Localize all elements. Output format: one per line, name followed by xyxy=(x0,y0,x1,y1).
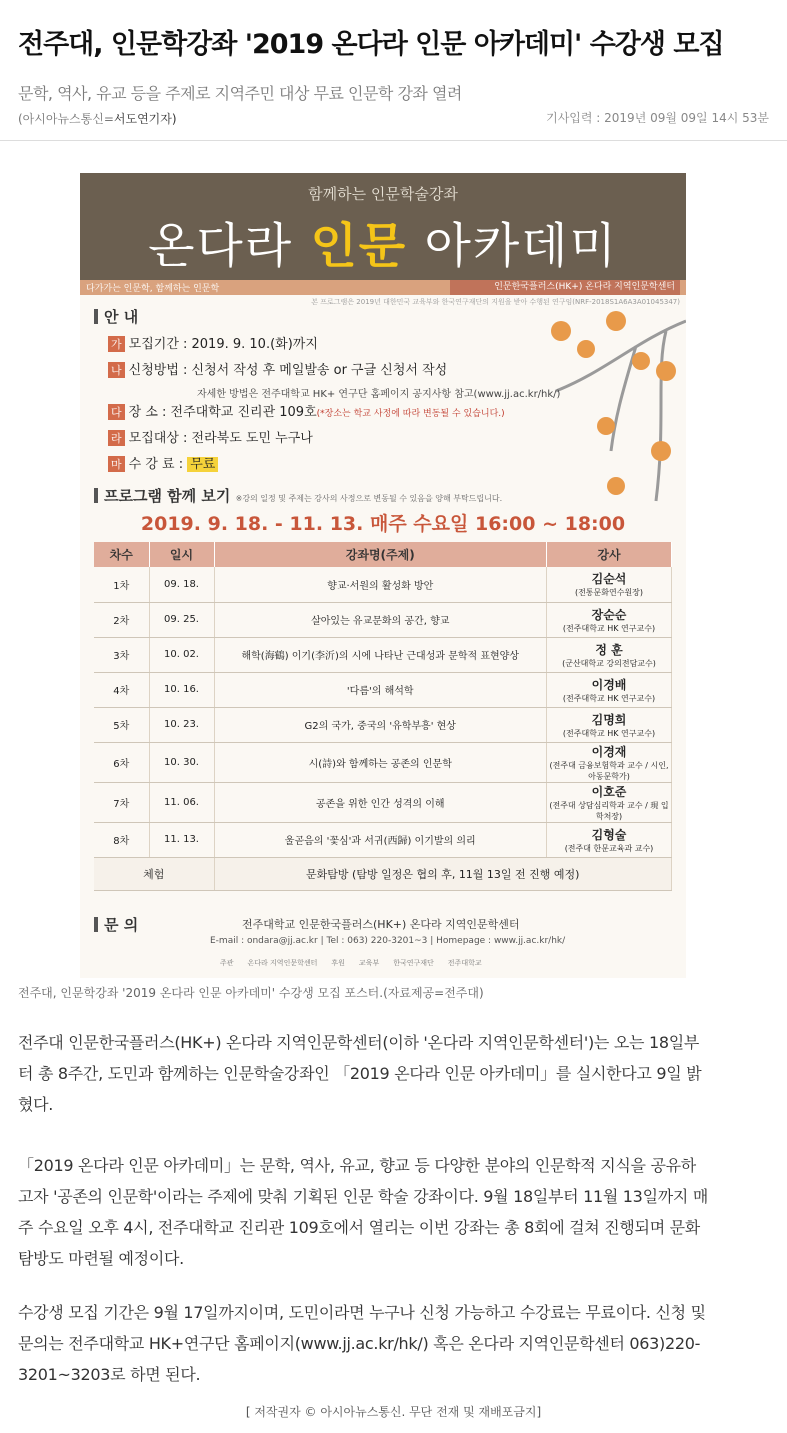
article-byline xyxy=(18,110,177,127)
info-key: 라 xyxy=(108,430,125,446)
sponsor-logo: 한국연구재단 xyxy=(393,959,434,967)
lecturer-affiliation: (전주대 상담심리학과 교수 / 現 입학처장) xyxy=(549,800,669,821)
program-note: ※강의 일정 및 주제는 강사의 사정으로 변동될 수 있음을 양해 부탁드립니다. xyxy=(235,494,503,503)
lecturer-name: 이경배 xyxy=(591,677,627,692)
sponsor-logo: 교육부 xyxy=(358,959,380,967)
news-source: (아시아뉴스통신= xyxy=(18,112,114,126)
session-date: 11. 13. xyxy=(149,822,214,857)
col-header: 강좌명(주제) xyxy=(214,542,547,567)
table-row xyxy=(94,672,672,707)
table-row xyxy=(94,602,672,637)
session-lecturer xyxy=(547,782,672,822)
info-key: 가 xyxy=(108,336,125,352)
session-date: 10. 30. xyxy=(149,742,214,782)
info-method-detail: 자세한 방법은 전주대학교 HK+ 연구단 홈페이지 공지사항 참고(www.jj.ac.kr/hk/) xyxy=(197,389,561,400)
col-header: 일시 xyxy=(149,542,214,567)
session-topic: 해학(海鶴) 이기(李沂)의 시에 나타난 근대성과 문학적 표현양상 xyxy=(214,637,547,672)
info-warning: (*장소는 학교 사정에 따라 변동될 수 있습니다.) xyxy=(316,409,505,419)
table-row xyxy=(94,707,672,742)
lecturer-name: 김순석 xyxy=(591,572,627,587)
session-date: 09. 25. xyxy=(149,602,214,637)
session-topic: 향교·서원의 활성화 방안 xyxy=(214,567,547,602)
info-fee-free: 무료 xyxy=(187,457,218,472)
session-number: 3차 xyxy=(94,637,149,672)
info-key: 마 xyxy=(108,456,125,472)
session-lecturer xyxy=(547,637,672,672)
info-row-fee xyxy=(108,453,218,472)
sponsor-logos xyxy=(220,958,496,968)
poster-banner xyxy=(80,173,686,280)
session-date: 10. 02. xyxy=(149,637,214,672)
table-row xyxy=(94,567,672,602)
table-header-row xyxy=(94,542,672,567)
col-header: 차수 xyxy=(94,542,149,567)
info-row-method xyxy=(108,359,447,378)
session-topic: 울곧음의 '꽃심'과 서귀(西歸) 이기발의 의리 xyxy=(214,822,547,857)
experience-text: 문화탐방 (탐방 일정은 협의 후, 11월 13일 전 진행 예정) xyxy=(214,857,672,890)
reporter-name[interactable]: 서도연기자) xyxy=(113,112,177,126)
article-subheadline: 문학, 역사, 유교 등을 주제로 지역주민 대상 무료 인문학 강좌 열려 xyxy=(18,84,462,103)
info-label: 장 소 : 전주대학교 진리관 109호 xyxy=(128,405,317,420)
table-row-experience xyxy=(94,857,672,890)
session-lecturer xyxy=(547,707,672,742)
lecturer-affiliation: (전주대 한문교육과 교수) xyxy=(564,843,654,853)
info-row-period xyxy=(108,333,318,352)
contact-organization: 전주대학교 인문한국플러스(HK+) 온다라 지역인문학센터 xyxy=(242,918,520,931)
lecturer-affiliation: (전통문화연수원장) xyxy=(574,588,644,598)
poster-strip-right: 인문한국플러스(HK+) 온다라 지역인문학센터 xyxy=(450,280,680,295)
session-number: 6차 xyxy=(94,742,149,782)
header-divider xyxy=(0,140,787,141)
contact-heading-text: 문 의 xyxy=(104,916,139,934)
session-topic: 살아있는 유교문화의 공간, 향교 xyxy=(214,602,547,637)
info-label: 모집기간 : 2019. 9. 10.(화)까지 xyxy=(128,337,318,352)
info-label: 모집대상 : 전라북도 도민 누구나 xyxy=(128,431,313,446)
session-topic: G2의 국가, 중국의 '유학부흥' 현상 xyxy=(214,707,547,742)
info-heading-text: 안 내 xyxy=(104,308,139,326)
program-table xyxy=(94,542,672,891)
session-number: 4차 xyxy=(94,672,149,707)
info-section-heading xyxy=(94,306,138,327)
sponsor-logo: 온다라 지역인문학센터 xyxy=(247,959,318,967)
session-date: 11. 06. xyxy=(149,782,214,822)
session-topic: 공존을 위한 인간 성격의 이해 xyxy=(214,782,547,822)
lecturer-name: 김명희 xyxy=(591,712,627,727)
poster-title-post: 아카데미 xyxy=(407,218,618,274)
poster-title-highlight: 인문 xyxy=(310,218,408,274)
info-row-target xyxy=(108,427,313,446)
session-number: 5차 xyxy=(94,707,149,742)
lecturer-affiliation: (전주대 금융보험학과 교수 / 시인, 아동문학가) xyxy=(549,760,669,781)
lecturer-name: 정 훈 xyxy=(595,642,623,657)
info-label: 신청방법 : 신청서 작성 후 메일발송 or 구글 신청서 작성 xyxy=(128,363,448,378)
program-section-heading xyxy=(94,485,502,506)
lecturer-name: 장순순 xyxy=(591,607,627,622)
heading-bar-icon xyxy=(94,488,98,503)
info-key: 나 xyxy=(108,362,125,378)
article-headline: 전주대, 인문학강좌 '2019 온다라 인문 아카데미' 수강생 모집 xyxy=(18,29,724,60)
session-date: 10. 23. xyxy=(149,707,214,742)
session-date: 09. 18. xyxy=(149,567,214,602)
contact-section-heading xyxy=(94,914,138,935)
session-lecturer xyxy=(547,567,672,602)
lecturer-affiliation: (군산대학교 강의전담교수) xyxy=(562,658,656,668)
info-label: 수 강 료 : xyxy=(128,457,188,472)
lecturer-affiliation: (전주대학교 HK 연구교수) xyxy=(562,623,656,633)
session-number: 2차 xyxy=(94,602,149,637)
experience-label: 체험 xyxy=(94,857,214,890)
heading-bar-icon xyxy=(94,309,98,324)
table-row xyxy=(94,822,672,857)
session-lecturer xyxy=(547,672,672,707)
persimmon-branch-illustration xyxy=(516,301,686,531)
sponsor-label: 후원 xyxy=(331,959,345,967)
poster-strip-left: 다가가는 인문학, 함께하는 인문학 xyxy=(86,284,220,294)
program-heading-text: 프로그램 함께 보기 xyxy=(104,487,231,505)
contact-details: E-mail : ondara@jj.ac.kr | Tel : 063) 220-3201~3 | Homepage : www.jj.ac.kr/hk/ xyxy=(210,936,566,946)
copyright-notice: [ 저작권자 © 아시아뉴스통신. 무단 전재 및 재배포금지] xyxy=(245,1405,542,1419)
session-lecturer xyxy=(547,742,672,782)
session-topic: 시(詩)와 함께하는 공존의 인문학 xyxy=(214,742,547,782)
session-number: 7차 xyxy=(94,782,149,822)
image-caption: 전주대, 인문학강좌 '2019 온다라 인문 아카데미' 수강생 모집 포스터.(자료제공=전주대) xyxy=(18,986,484,1000)
lecturer-name: 이호준 xyxy=(591,784,627,799)
session-date: 10. 16. xyxy=(149,672,214,707)
session-topic: '다름'의 해석학 xyxy=(214,672,547,707)
lecturer-affiliation: (전주대학교 HK 연구교수) xyxy=(562,728,656,738)
academy-poster-image xyxy=(80,173,686,978)
poster-strip xyxy=(80,280,686,295)
table-row xyxy=(94,782,672,822)
sponsor-label: 주관 xyxy=(220,959,234,967)
article-dateline: 기사입력 : 2019년 09월 09일 14시 53분 xyxy=(546,111,769,125)
sponsor-logo: 전주대학교 xyxy=(447,959,482,967)
lecturer-affiliation: (전주대학교 HK 연구교수) xyxy=(562,693,656,703)
session-number: 8차 xyxy=(94,822,149,857)
heading-bar-icon xyxy=(94,917,98,932)
col-header: 강사 xyxy=(547,542,672,567)
lecturer-name: 이경재 xyxy=(591,744,627,759)
table-row xyxy=(94,742,672,782)
table-row xyxy=(94,637,672,672)
session-number: 1차 xyxy=(94,567,149,602)
poster-subtitle: 함께하는 인문학술강좌 xyxy=(308,185,458,203)
info-row-place xyxy=(108,401,505,420)
program-schedule: 2019. 9. 18. - 11. 13. 매주 수요일 16:00 ~ 18:00 xyxy=(140,513,626,535)
lecturer-name: 김형술 xyxy=(591,827,627,842)
poster-title-pre: 온다라 xyxy=(148,218,311,274)
poster-title xyxy=(80,207,686,276)
info-key: 다 xyxy=(108,404,125,420)
session-lecturer xyxy=(547,822,672,857)
article-paragraph: 「2019 온다라 인문 아카데미」는 문학, 역사, 유교, 향교 등 다양한 분야의 인문학적 지식을 공유하고자 '공존의 인문학'이라는 주제에 맞춰 기획된 인문 학술 강좌이다. 9월 18일부터 11월 13일까지 매주 수요일 오후 4시, 전주대학교 진리관 109호에서 열리는 이번 강좌는 총 8회에 걸쳐 진행되며 문화탐방도 마련될 예정이다. xyxy=(18,1156,708,1268)
article-paragraph: 전주대 인문한국플러스(HK+) 온다라 지역인문학센터(이하 '온다라 지역인문학센터')는 오는 18일부터 총 8주간, 도민과 함께하는 인문학술강좌인 「2019 온다라 인문 아카데미」를 실시한다고 9일 밝혔다. xyxy=(18,1033,702,1114)
article-paragraph: 수강생 모집 기간은 9월 17일까지이며, 도민이라면 누구나 신청 가능하고 수강료는 무료이다. 신청 및 문의는 전주대학교 HK+연구단 홈페이지(www.jj.ac.kr/hk/) 혹은 온다라 지역인문학센터 063)220-3201~3203로 하면 된다. xyxy=(18,1303,706,1384)
poster-funding-note: 본 프로그램은 2019년 대한민국 교육부와 한국연구재단의 지원을 받아 수행된 연구임(NRF-2018S1A6A3A01045347) xyxy=(311,298,680,306)
session-lecturer xyxy=(547,602,672,637)
